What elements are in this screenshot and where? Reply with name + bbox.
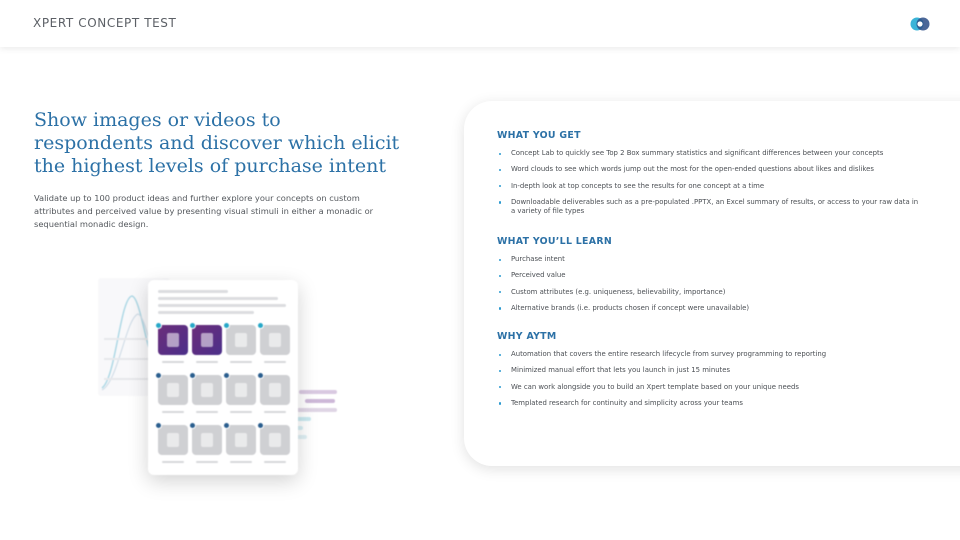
concept-tile — [226, 325, 256, 355]
concept-grid-card — [148, 280, 298, 475]
list-item: Downloadable deliverables such as a pre-populated .PPTX, an Excel summary of results, or access to your raw data in a variety of file types — [497, 198, 922, 217]
concept-test-illustration — [90, 270, 350, 490]
shopping-bag-icon — [269, 433, 281, 447]
page-header-title: XPERT CONCEPT TEST — [33, 16, 177, 30]
list-why-aytm — [497, 350, 922, 415]
list-item: Templated research for continuity and simplicity across your teams — [497, 399, 922, 409]
concept-tile — [158, 425, 188, 455]
list-item: Minimized manual effort that lets you launch in just 15 minutes — [497, 366, 922, 376]
list-what-youll-learn — [497, 255, 922, 320]
top-header-bar — [0, 0, 960, 47]
list-item: In-depth look at top concepts to see the results for one concept at a time — [497, 182, 922, 192]
list-item: Perceived value — [497, 271, 922, 281]
list-item: We can work alongside you to build an Xpert template based on your unique needs — [497, 383, 922, 393]
concept-tile — [192, 375, 222, 405]
concept-tile — [226, 425, 256, 455]
list-item: Concept Lab to quickly see Top 2 Box summary statistics and significant differences between your concepts — [497, 149, 922, 159]
concept-tile — [260, 325, 290, 355]
list-item: Custom attributes (e.g. uniqueness, believability, importance) — [497, 288, 922, 298]
shopping-bag-icon — [167, 383, 179, 397]
shopping-bag-icon — [201, 383, 213, 397]
section-title-what-you-get: WHAT YOU GET — [497, 130, 581, 141]
section-title-why-aytm: WHY AYTM — [497, 331, 557, 342]
concept-tile — [260, 375, 290, 405]
concept-tile — [158, 325, 188, 355]
shopping-bag-icon — [201, 333, 213, 347]
concept-tile — [260, 425, 290, 455]
hero-headline: Show images or videos to respondents and discover which elicit the highest levels of purchase intent — [34, 109, 400, 177]
shopping-bag-icon — [167, 433, 179, 447]
list-item: Automation that covers the entire research lifecycle from survey programming to reporting — [497, 350, 922, 360]
shopping-bag-icon — [235, 333, 247, 347]
list-item: Word clouds to see which words jump out the most for the open-ended questions about likes and dislikes — [497, 165, 922, 175]
concept-tile — [158, 375, 188, 405]
shopping-bag-icon — [269, 383, 281, 397]
shopping-bag-icon — [167, 333, 179, 347]
concept-tile — [192, 325, 222, 355]
concept-tile — [226, 375, 256, 405]
list-item: Alternative brands (i.e. products chosen if concept were unavailable) — [497, 304, 922, 314]
shopping-bag-icon — [235, 383, 247, 397]
shopping-bag-icon — [201, 433, 213, 447]
aytm-logo-icon — [909, 15, 931, 33]
section-title-what-youll-learn: WHAT YOU’LL LEARN — [497, 236, 612, 247]
concept-tile — [192, 425, 222, 455]
shopping-bag-icon — [235, 433, 247, 447]
list-what-you-get — [497, 149, 922, 224]
list-item: Purchase intent — [497, 255, 922, 265]
hero-intro-text: Validate up to 100 product ideas and further explore your concepts on custom attributes and perceived value by presenting visual stimuli in either a monadic or sequential monadic design. — [34, 193, 374, 229]
shopping-bag-icon — [269, 333, 281, 347]
